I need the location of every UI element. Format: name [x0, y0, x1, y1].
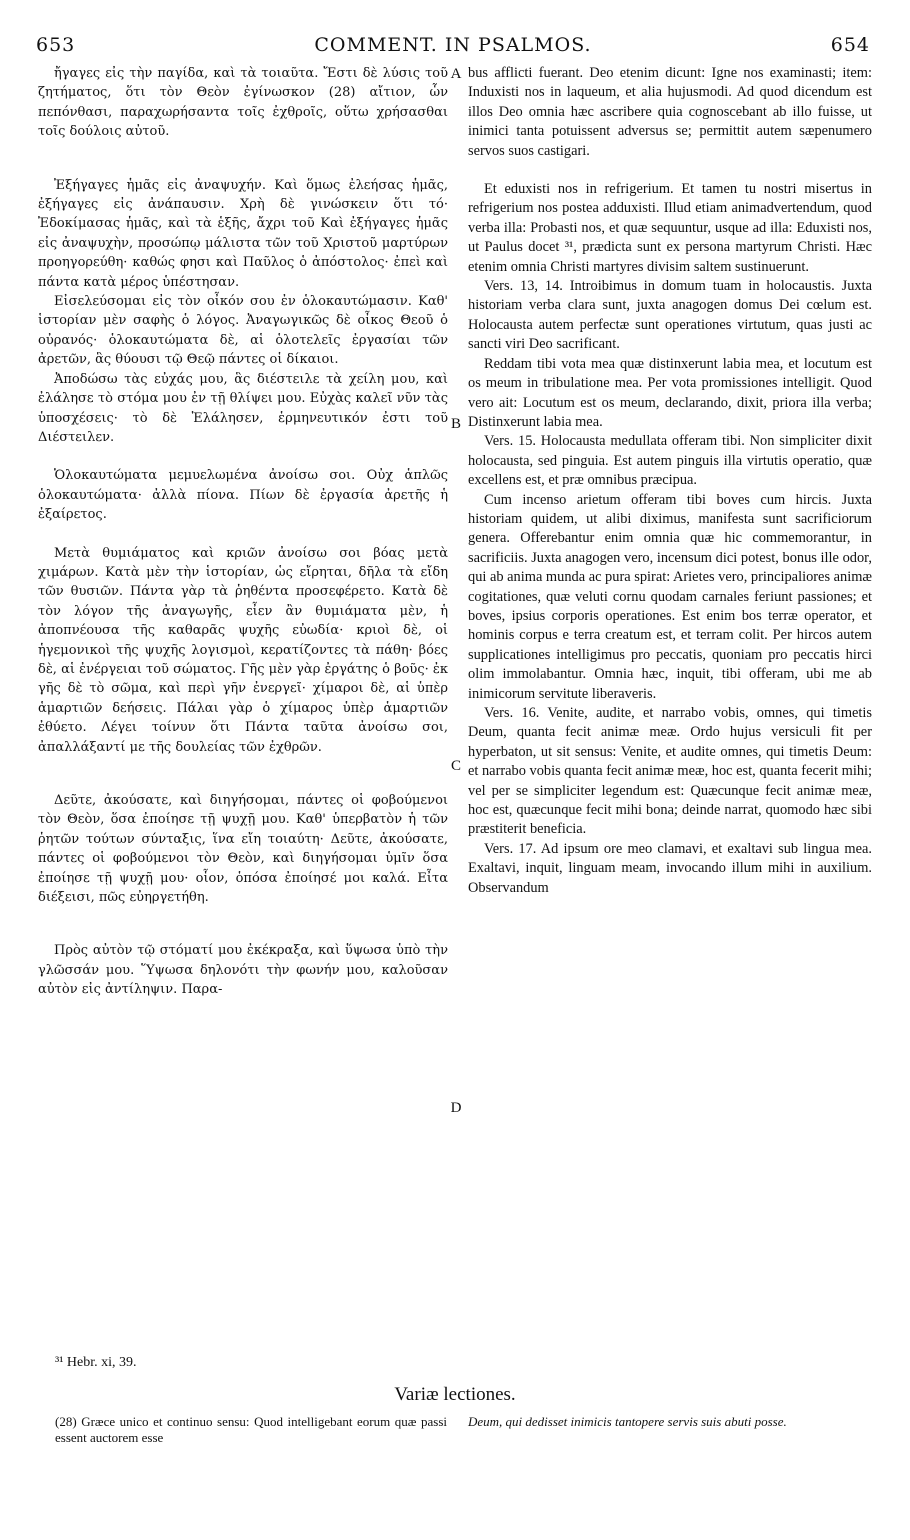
latin-paragraph: Reddam tibi vota mea quæ distinxerunt labia mea, et locutum est os meum in tribulatione mea. Per vota promissiones intelligit. Quod vero ait: Locutum est os meum, declarando, dixit, priora illa verba; Distinxerunt labia mea.	[468, 355, 872, 430]
latin-paragraph: bus afflicti fuerant. Deo etenim dicunt: Igne nos examinasti; item: Induxisti nos in laqueum, et alia hujusmodi. Ad quod dicendum est illos Deo omnia hæc ascribere quia cognoscebant ab illo fuisse, ut inimici tanta potuissent adversus se; permittit autem sæpenumero servos suos castigari.	[468, 65, 872, 159]
latin-paragraph: Et eduxisti nos in refrigerium. Et tamen tu nostri misertus in refrigerium nos postea adduxisti. Illud etiam animadvertendum, quod verba illa: Probasti nos, et quæ sequuntur, usque ad illa: Eduxisti nos, ut Paulus docet ³¹, prædicta sunt ex persona martyrum Christi. Hæc etenim omnia Christi martyres divisim saltem sustinuerunt.	[468, 181, 872, 275]
latin-paragraph: Vers. 15. Holocausta medullata offeram tibi. Non simpliciter dixit holocausta, sed pinguia. Est autem pinguis illa virtutis operatio, quæ excellens est, et præ omnibus præcipua.	[468, 433, 872, 489]
running-title: COMMENT. IN PSALMOS.	[314, 34, 592, 56]
greek-paragraph: Ἐξήγαγες ἡμᾶς εἰς ἀναψυχήν. Καὶ ὅμως ἐλεήσας ἡμᾶς, ἐξήγαγες εἰς ἀνάπαυσιν. Χρὴ δὲ γινώσκειν ὅτι τό· Ἐδοκίμασας ἡμᾶς, καὶ τὰ ἑξῆς, ἄχρι τοῦ Καὶ ἐξήγαγες ἡμᾶς εἰς ἀναψυχὴν, προσώπῳ μάλιστα τῶν τοῦ Χριστοῦ μαρτύρων προηγορεύθη· καθώς φησι καὶ Παῦλος ὁ ἀπόστολος· ἐπεὶ καὶ πάντα κατὰ μέρος ὑπέστησαν.	[38, 177, 448, 290]
latin-column	[468, 64, 872, 898]
greek-paragraph: Μετὰ θυμιάματος καὶ κριῶν ἀνοίσω σοι βόας μετὰ χιμάρων. Κατὰ μὲν τὴν ἱστορίαν, ὡς εἴρηται, δῆλα τὰ εἴδη τῶν θυσιῶν. Πάντα γὰρ τὰ ῥηθέντα προσεφέρετο. Κατὰ δὲ τὸν λόγον τῆς ἀναγωγῆς, εἶεν ἂν θυμιάματα μὲν, ἡ ἀποπνέουσα τῆς καθαρᾶς ψυχῆς εὐωδία· κριοὶ δὲ, οἱ ἡγεμονικοὶ τῆς ψυχῆς λογισμοὶ, κερατίζοντες τὰ πάθη· βόες δὲ, αἱ ἐνέργειαι τοῦ σώματος. Γῆς μὲν γὰρ ἐργάτης ὁ βοῦς· ἐκ γῆς δὲ τὸ σῶμα, καὶ περὶ γῆν ἐνεργεῖ· χίμαροι δὲ, αἱ ὑπὲρ ἁμαρτιῶν δεήσεις. Πάλαι γὰρ ὁ χίμαρος ὑπὲρ ἁμαρτιῶν ἐθύετο. Λέγει τοίνυν ὅτι Πάντα ταῦτα ἀνοίσω σοι, ἀπαλλάξαντί με τῆς δουλείας τῶν ἐχθρῶν.	[38, 545, 448, 755]
greek-paragraph: Δεῦτε, ἀκούσατε, καὶ διηγήσομαι, πάντες οἱ φοβούμενοι τὸν Θεὸν, ὅσα ἐποίησε τῇ ψυχῇ μου. Καθ' ὑπερβατὸν ἡ τῶν ῥητῶν τούτων σύνταξις, ἵνα εἴη τοιαύτη· Δεῦτε, ἀκούσατε, πάντες οἱ φοβούμενοι τὸν Θεὸν, καὶ διηγήσομαι ὑμῖν ὅσα ἐποίησε τῇ ψυχῇ μου· οἷον, ὁπόσα ἐποίησέ μοι καλά. Εἶτα διέξεισι, πῶς εὐηργετήθη.	[38, 793, 448, 906]
greek-paragraph: ἤγαγες εἰς τὴν παγίδα, καὶ τὰ τοιαῦτα. Ἔστι δὲ λύσις τοῦ ζητήματος, ὅτι τὸν Θεὸν ἐγίνωσκον (28) αἴτιον, ὧν πεπόνθασι, παραχωρήσαντα τοῖς ἐχθροῖς, οὕτω χρήσασθαι τοῖς δούλοις αὐτοῦ.	[38, 66, 448, 140]
margin-marker-d: D	[450, 1100, 462, 1116]
greek-paragraph: Ἀποδώσω τὰς εὐχάς μου, ἃς διέστειλε τὰ χείλη μου, καὶ ἐλάλησε τὸ στόμα μου ἐν τῇ θλίψει μου. Εὐχὰς καλεῖ νῦν τὰς ὑποσχέσεις· τὸ δὲ Ἐλάλησεν, ἑρμηνευτικόν ἐστι τοῦ Διέστειλεν.	[38, 371, 448, 445]
greek-paragraph: Εἰσελεύσομαι εἰς τὸν οἶκόν σου ἐν ὁλοκαυτώμασιν. Καθ' ἱστορίαν μὲν σαφὴς ὁ λόγος. Ἀναγωγικῶς δὲ οἶκος Θεοῦ ὁ οὐρανός· ὁλοκαυτώματα δὲ, αἱ ὁλοτελεῖς ἐργασίαι τῶν ἀρετῶν, ἃς θύουσι τῷ Θεῷ πάντες οἱ δίκαιοι.	[38, 294, 448, 368]
page-number-right: 654	[830, 34, 870, 56]
margin-marker-a: A	[450, 66, 462, 82]
variant-reading-right: Deum, qui dedisset inimicis tantopere servis suis abuti posse.	[468, 1414, 787, 1429]
page-number-left: 653	[36, 34, 76, 56]
page-header	[36, 34, 870, 58]
margin-marker-c: C	[450, 758, 461, 774]
variant-reading-left: (28) Græce unico et continuo sensu: Quod intelligebant eorum quæ passi essent auctorem esse	[55, 1414, 447, 1445]
latin-paragraph: Vers. 16. Venite, audite, et narrabo vobis, omnes, qui timetis Deum, quanta fecit animæ meæ. Ordo hujus versiculi fit per hyperbaton, ut sit sensus: Venite, et audite omnes, qui timetis Deum: et narrabo vobis quanta fecit animæ meæ, hoc est, quanta fecerit mihi; vel per se simpliciter legendum est: Quæcunque fecit animæ meæ, hoc est, quæcunque fecit mihi bona; deinde narrat, quomodo hæc sibi præstiterit beneficia.	[468, 705, 873, 838]
greek-paragraph: Πρὸς αὐτὸν τῷ στόματί μου ἐκέκραξα, καὶ ὕψωσα ὑπὸ τὴν γλῶσσάν μου. Ὕψωσα δηλονότι τὴν φωνήν μου, καλοῦσαν αὐτὸν εἰς ἀντίληψιν. Παρα-	[38, 943, 448, 998]
greek-paragraph: Ὁλοκαυτώματα μεμυελωμένα ἀνοίσω σοι. Οὐχ ἁπλῶς ὁλοκαυτώματα· ἀλλὰ πίονα. Πίων δὲ ἐργασία ἀρετῆς ἡ ἐξαίρετος.	[38, 468, 448, 523]
variae-lectiones-heading: Variæ lectiones.	[394, 1384, 516, 1405]
greek-column	[38, 64, 448, 1000]
footnote: ³¹ Hebr. xi, 39.	[55, 1355, 137, 1370]
latin-paragraph: Cum incenso arietum offeram tibi boves cum hircis. Juxta historiam quidem, ut alibi diximus, manifesta sunt sacrificiorum genera. Offerebantur enim omnia quæ hic commemorantur, in sacrificiis. Juxta anagogen vero, incensum dici potest, bonus ille odor, qui ab anima munda ac pura spirat: Arietes vero, principaliores animæ cogitationes, quæ veluti cornu quodam carnales feriunt passiones; et boves, ipsius corporis operationes. Est enim bos terræ operator, et hominis corpus e terra creatum est, et terram colit. Per hircos autem supplicationes intelligimus pro peccatis, quoniam pro peccatis hirci olim immolabantur. Omnia hæc, inquit, tibi offeram, ubi me ab inimicorum servitute liberaveris.	[468, 491, 873, 702]
latin-paragraph: Vers. 13, 14. Introibimus in domum tuam in holocaustis. Juxta historiam verba clara sunt, juxta anagogen domus Dei cœlum est. Holocausta autem perfectæ sunt operationes virtutum, quas justi ac sancti viri Deo sacrificant.	[468, 278, 872, 353]
latin-paragraph: Vers. 17. Ad ipsum ore meo clamavi, et exaltavi sub lingua mea. Exaltavi, inquit, linguam meam, invocando illum mihi in auxilium. Observandum	[468, 840, 872, 896]
margin-marker-b: B	[450, 416, 461, 432]
